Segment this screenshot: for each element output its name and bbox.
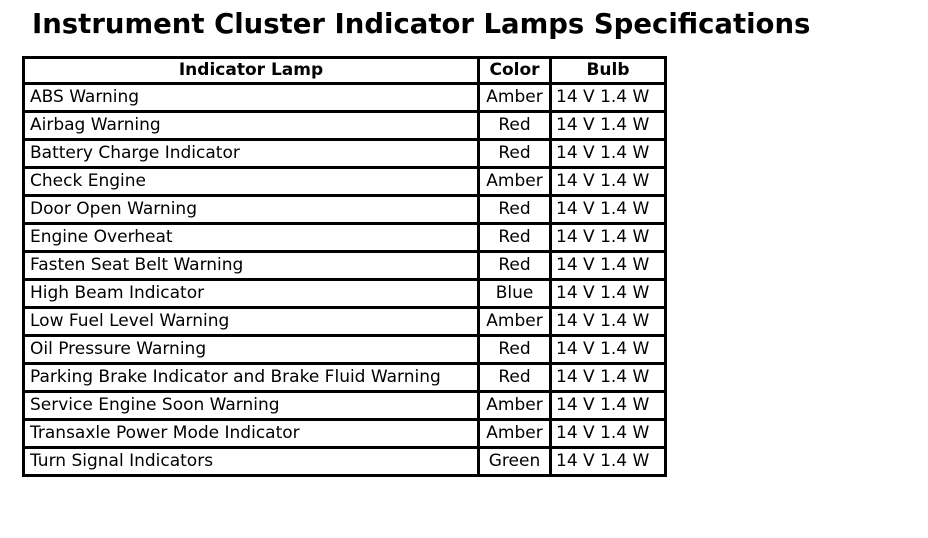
cell-bulb: 14 V 1.4 W bbox=[551, 112, 666, 140]
cell-color: Red bbox=[479, 224, 551, 252]
cell-indicator-lamp: ABS Warning bbox=[24, 84, 479, 112]
cell-indicator-lamp: Fasten Seat Belt Warning bbox=[24, 252, 479, 280]
table-row bbox=[24, 84, 666, 112]
cell-bulb: 14 V 1.4 W bbox=[551, 196, 666, 224]
cell-color: Red bbox=[479, 252, 551, 280]
table-row bbox=[24, 280, 666, 308]
cell-bulb: 14 V 1.4 W bbox=[551, 252, 666, 280]
cell-bulb: 14 V 1.4 W bbox=[551, 140, 666, 168]
table-row bbox=[24, 224, 666, 252]
cell-color: Red bbox=[479, 364, 551, 392]
table-row bbox=[24, 392, 666, 420]
cell-bulb: 14 V 1.4 W bbox=[551, 392, 666, 420]
cell-indicator-lamp: Service Engine Soon Warning bbox=[24, 392, 479, 420]
cell-bulb: 14 V 1.4 W bbox=[551, 448, 666, 476]
cell-color: Amber bbox=[479, 84, 551, 112]
cell-color: Red bbox=[479, 196, 551, 224]
cell-color: Red bbox=[479, 336, 551, 364]
table-header-row bbox=[24, 58, 666, 84]
cell-indicator-lamp: Low Fuel Level Warning bbox=[24, 308, 479, 336]
cell-color: Green bbox=[479, 448, 551, 476]
cell-indicator-lamp: Battery Charge Indicator bbox=[24, 140, 479, 168]
cell-bulb: 14 V 1.4 W bbox=[551, 224, 666, 252]
cell-bulb: 14 V 1.4 W bbox=[551, 308, 666, 336]
cell-bulb: 14 V 1.4 W bbox=[551, 280, 666, 308]
table-row bbox=[24, 196, 666, 224]
cell-color: Blue bbox=[479, 280, 551, 308]
cell-bulb: 14 V 1.4 W bbox=[551, 84, 666, 112]
table-row bbox=[24, 308, 666, 336]
column-header-color: Color bbox=[479, 58, 551, 84]
indicator-lamps-table bbox=[22, 56, 667, 477]
table-row bbox=[24, 112, 666, 140]
cell-indicator-lamp: Parking Brake Indicator and Brake Fluid Warning bbox=[24, 364, 479, 392]
cell-bulb: 14 V 1.4 W bbox=[551, 336, 666, 364]
cell-indicator-lamp: Door Open Warning bbox=[24, 196, 479, 224]
cell-color: Amber bbox=[479, 168, 551, 196]
cell-color: Red bbox=[479, 140, 551, 168]
cell-indicator-lamp: High Beam Indicator bbox=[24, 280, 479, 308]
page-title: Instrument Cluster Indicator Lamps Specifications bbox=[32, 8, 811, 40]
cell-bulb: 14 V 1.4 W bbox=[551, 420, 666, 448]
cell-bulb: 14 V 1.4 W bbox=[551, 168, 666, 196]
table-row bbox=[24, 252, 666, 280]
cell-indicator-lamp: Check Engine bbox=[24, 168, 479, 196]
cell-color: Amber bbox=[479, 392, 551, 420]
cell-indicator-lamp: Oil Pressure Warning bbox=[24, 336, 479, 364]
table-row bbox=[24, 448, 666, 476]
table-row bbox=[24, 420, 666, 448]
cell-indicator-lamp: Transaxle Power Mode Indicator bbox=[24, 420, 479, 448]
cell-indicator-lamp: Airbag Warning bbox=[24, 112, 479, 140]
table-row bbox=[24, 168, 666, 196]
cell-indicator-lamp: Turn Signal Indicators bbox=[24, 448, 479, 476]
cell-color: Amber bbox=[479, 308, 551, 336]
column-header-indicator-lamp: Indicator Lamp bbox=[24, 58, 479, 84]
cell-indicator-lamp: Engine Overheat bbox=[24, 224, 479, 252]
cell-bulb: 14 V 1.4 W bbox=[551, 364, 666, 392]
cell-color: Amber bbox=[479, 420, 551, 448]
column-header-bulb: Bulb bbox=[551, 58, 666, 84]
cell-color: Red bbox=[479, 112, 551, 140]
table-row bbox=[24, 364, 666, 392]
table-row bbox=[24, 336, 666, 364]
table-row bbox=[24, 140, 666, 168]
